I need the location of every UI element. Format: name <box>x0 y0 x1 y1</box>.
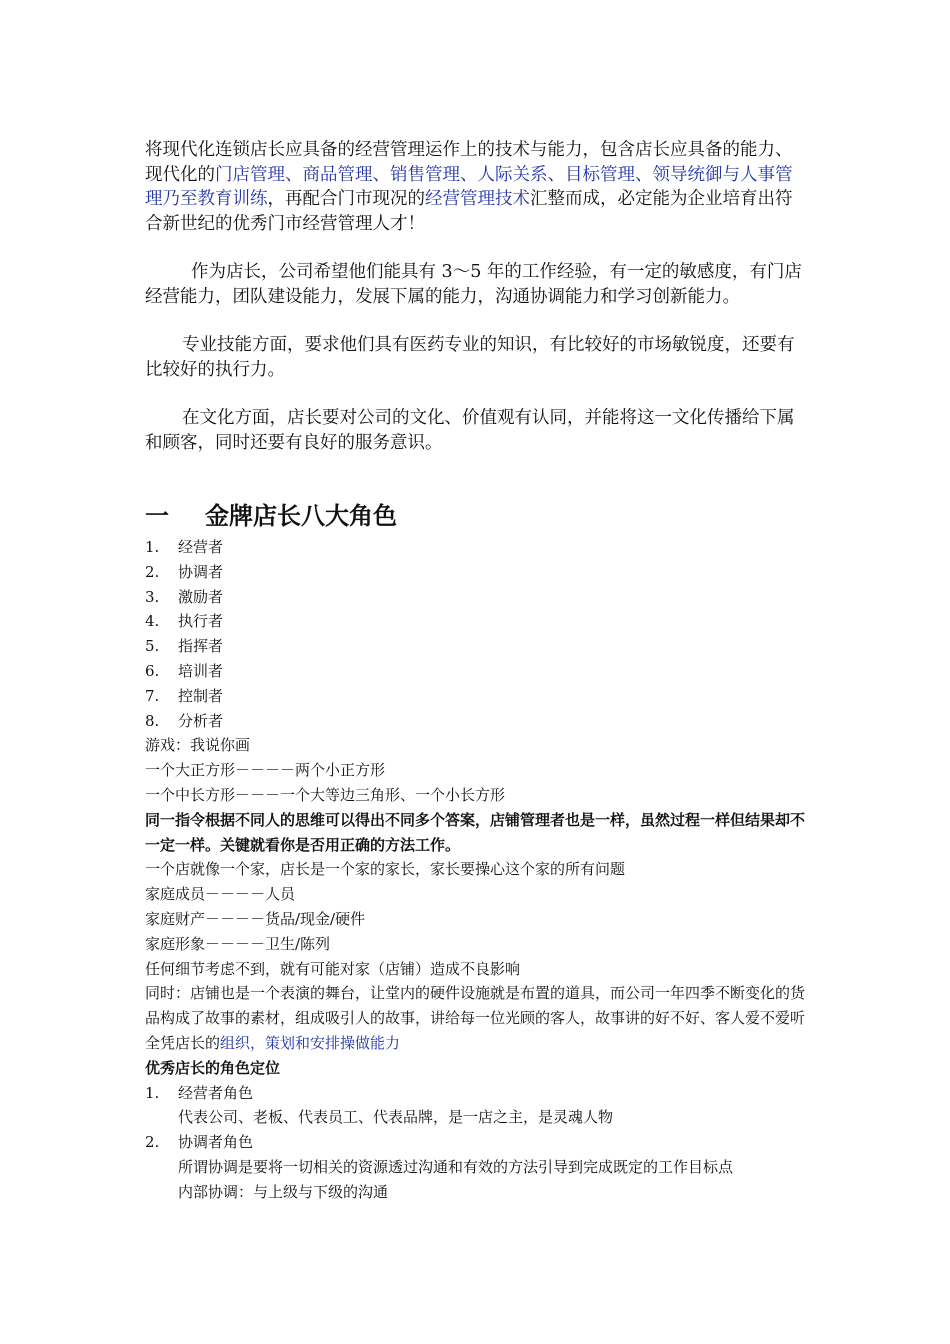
list-number: 7. <box>145 686 160 705</box>
game-line-2: 一个中长方形－－－一个大等边三角形、一个小长方形 <box>145 785 506 804</box>
section-heading <box>145 496 397 531</box>
list-number: 8. <box>145 711 160 730</box>
list-text: 经营者 <box>178 538 224 556</box>
section-body <box>145 535 815 1205</box>
list-number: 1. <box>145 538 160 556</box>
intro-text: ，再配合门市现况的 <box>267 189 425 209</box>
intro-text: 将现代化连锁店长应具备的经营管理运作上的技术与能力，包含店长应具备的能力、现代化的 <box>145 140 793 185</box>
list-item <box>145 659 815 684</box>
positioning-item-1 <box>145 1081 815 1106</box>
list-text: 执行者 <box>178 612 224 631</box>
list-text: 控制者 <box>178 686 224 705</box>
positioning-item-2-internal: 内部协调：与上级与下级的沟通 <box>178 1182 389 1201</box>
intro-section <box>145 138 805 455</box>
game-line-1: 一个大正方形－－－－两个小正方形 <box>145 761 386 780</box>
game-conclusion: 同一指令根据不同人的思维可以得出不同多个答案，店铺管理者也是一样，虽然过程一样但结果却不一定一样。关键就看你是否用正确的方法工作。 <box>145 810 806 854</box>
list-text: 协调者角色 <box>178 1133 254 1152</box>
list-text: 分析者 <box>178 711 224 730</box>
organization-planning-link[interactable]: 组织，策划和安排操做能力 <box>220 1033 401 1052</box>
positioning-item-1-desc: 代表公司、老板、代表员工、代表品牌，是一店之主，是灵魂人物 <box>178 1108 614 1127</box>
management-tech-link[interactable]: 经营管理技术 <box>425 189 530 209</box>
positioning-item-2-desc: 所谓协调是要将一切相关的资源透过沟通和有效的方法引导到完成既定的工作目标点 <box>178 1157 734 1176</box>
stage-paragraph <box>145 981 815 1055</box>
list-number: 2. <box>145 1133 160 1152</box>
positioning-title: 优秀店长的角色定位 <box>145 1058 281 1077</box>
intro-text: 汇整而成，必定能为企业培育出符合新世纪的优秀门市经营管理人才！ <box>145 189 793 234</box>
list-item <box>145 585 815 610</box>
family-detail: 任何细节考虑不到，就有可能对家（店铺）造成不良影响 <box>145 959 521 978</box>
list-item <box>145 609 815 634</box>
list-text: 培训者 <box>178 661 224 680</box>
intro-paragraph-2: 作为店长，公司希望他们能具有 3～5 年的工作经验，有一定的敏感度，有门店经营能力，团队建设能力，发展下属的能力，沟通协调能力和学习创新能力。 <box>145 262 802 307</box>
positioning-item-2 <box>145 1130 815 1155</box>
list-text: 经营者角色 <box>178 1083 254 1102</box>
family-intro: 一个店就像一个家，店长是一个家的家长，家长要操心这个家的所有问题 <box>145 860 626 879</box>
stage-text: 同时：店铺也是一个表演的舞台，让堂内的硬件设施就是布置的道具，而公司一年四季不断变化的货品构成了故事的素材，组成吸引人的故事，讲给每一位光顾的客人，故事讲的好不好、客人爱不爱听全凭店长的 <box>145 984 806 1052</box>
intro-paragraph-4: 在文化方面，店长要对公司的文化、价值观有认同，并能将这一文化传播给下属和顾客，同时还要有良好的服务意识。 <box>145 408 795 453</box>
intro-paragraph-1 <box>145 138 805 236</box>
list-item <box>145 709 815 734</box>
section-title: 金牌店长八大角色 <box>205 502 397 530</box>
list-text: 指挥者 <box>178 637 224 656</box>
list-number: 6. <box>145 661 160 680</box>
list-number: 2. <box>145 562 160 581</box>
list-number: 4. <box>145 612 160 631</box>
family-image: 家庭形象－－－－卫生/陈列 <box>145 934 331 953</box>
family-property: 家庭财产－－－－货品/现金/硬件 <box>145 909 366 928</box>
list-number: 1. <box>145 1083 160 1102</box>
list-item <box>145 560 815 585</box>
list-item <box>145 634 815 659</box>
list-text: 协调者 <box>178 562 224 581</box>
family-members: 家庭成员－－－－人员 <box>145 885 296 904</box>
management-topics-link[interactable]: 门店管理、商品管理、销售管理、人际关系、目标管理、领导统御与人事管理乃至教育训练 <box>145 164 793 209</box>
intro-paragraph-3: 专业技能方面，要求他们具有医药专业的知识，有比较好的市场敏锐度，还要有比较好的执行力。 <box>145 335 795 380</box>
list-item <box>145 684 815 709</box>
list-number: 5. <box>145 637 160 656</box>
game-title: 游戏：我说你画 <box>145 736 251 755</box>
list-item <box>145 535 815 560</box>
list-text: 激励者 <box>178 587 224 606</box>
roles-list <box>145 535 815 733</box>
list-number: 3. <box>145 587 160 606</box>
section-number: 一 <box>145 502 169 530</box>
